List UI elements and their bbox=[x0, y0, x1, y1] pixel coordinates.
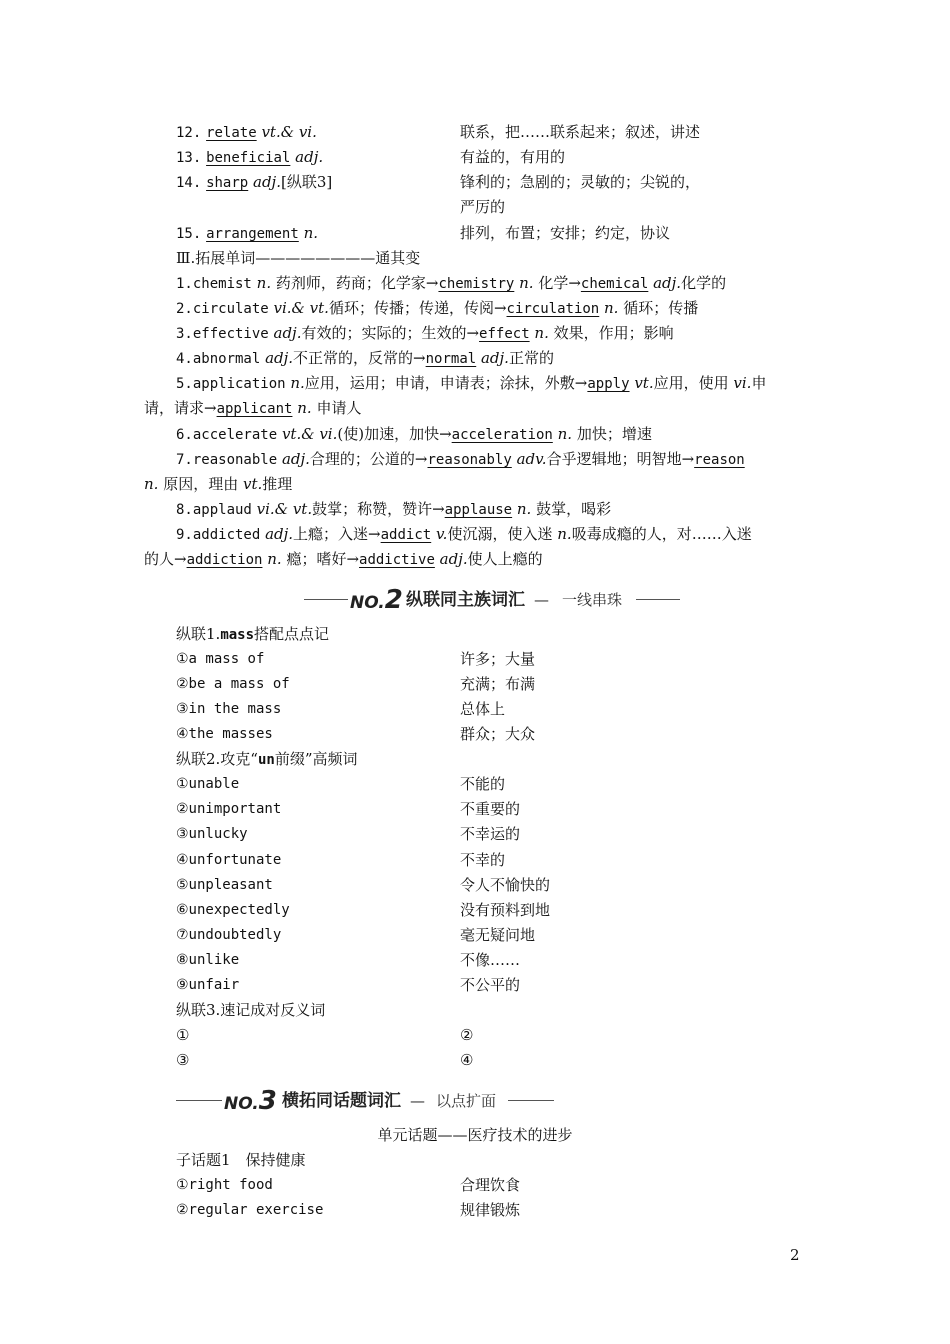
derived-word-answer: acceleration bbox=[451, 427, 553, 443]
word-row bbox=[0, 120, 950, 145]
word-answer: sharp bbox=[206, 175, 249, 191]
derivation-item bbox=[0, 522, 950, 547]
word-answer: arrangement bbox=[206, 226, 299, 242]
part-of-speech: vi. bbox=[733, 374, 752, 392]
heading-dash: — bbox=[410, 1092, 425, 1110]
part-of-speech: n. bbox=[604, 299, 619, 317]
meaning: 化学→ bbox=[538, 274, 581, 292]
group-title bbox=[0, 622, 950, 647]
part-of-speech: n. bbox=[557, 525, 572, 543]
meaning: 有效的；实际的；生效的→ bbox=[301, 324, 480, 342]
heading-rule bbox=[636, 599, 680, 600]
derivation-item bbox=[0, 271, 950, 296]
phrase-cn: 没有预料到地 bbox=[460, 901, 551, 919]
part-of-speech: adj. bbox=[439, 550, 468, 568]
part-of-speech: adj. bbox=[480, 349, 509, 367]
derivation-item bbox=[0, 346, 950, 371]
part-of-speech: n. bbox=[297, 399, 312, 417]
meaning: 的人→ bbox=[144, 550, 187, 568]
part-of-speech: n. bbox=[303, 224, 319, 242]
phrase-en: ①a mass of bbox=[176, 651, 265, 667]
word-row bbox=[0, 221, 950, 246]
word-row bbox=[0, 170, 950, 195]
derivation-item-continuation bbox=[0, 472, 950, 497]
phrase-cn: 不能的 bbox=[460, 775, 506, 793]
heading-number bbox=[224, 1086, 277, 1119]
section-heading-no2 bbox=[0, 585, 950, 615]
phrase-cn: 合理饮食 bbox=[460, 1176, 521, 1194]
part-of-speech: n. bbox=[267, 550, 282, 568]
item-number: 6. bbox=[176, 427, 193, 443]
part-of-speech: vt. bbox=[243, 475, 263, 493]
group-title-suffix: 前缀”高频词 bbox=[274, 750, 358, 768]
derived-word-answer: normal bbox=[425, 351, 477, 367]
phrase-row bbox=[0, 722, 950, 747]
group-title-word: mass bbox=[220, 627, 255, 643]
phrase-row bbox=[0, 697, 950, 722]
derivation-item-continuation bbox=[0, 547, 950, 572]
base-word: abnormal bbox=[192, 351, 261, 367]
phrase-row bbox=[0, 1173, 950, 1198]
word-number: 13. bbox=[176, 150, 202, 166]
phrase-en: ②unimportant bbox=[176, 801, 282, 817]
phrase-en: ⑥unexpectedly bbox=[176, 902, 290, 918]
blank-marker: ③ bbox=[176, 1051, 190, 1069]
derived-word-answer: chemical bbox=[580, 276, 649, 292]
part-of-speech: vi.& vt. bbox=[256, 500, 313, 518]
group-title bbox=[0, 747, 950, 772]
phrase-en: ①unable bbox=[176, 776, 240, 792]
word-row-continuation bbox=[0, 195, 950, 220]
meaning: 加快；增速 bbox=[576, 425, 652, 443]
item-number: 1. bbox=[176, 276, 193, 292]
derivation-item bbox=[0, 296, 950, 321]
meaning: 不正常的，反常的→ bbox=[293, 349, 426, 367]
subtopic-title-text: 子话题1 保持健康 bbox=[176, 1151, 306, 1169]
meaning: 应用，使用 bbox=[653, 374, 729, 392]
phrase-en: ⑧unlike bbox=[176, 952, 240, 968]
phrase-row bbox=[0, 948, 950, 973]
meaning: 鼓掌，喝彩 bbox=[536, 500, 612, 518]
phrase-en: ①right food bbox=[176, 1177, 273, 1193]
part-of-speech: adj. bbox=[295, 148, 324, 166]
phrase-cn: 令人不愉快的 bbox=[460, 876, 551, 894]
phrase-cn: 群众；大众 bbox=[460, 725, 536, 743]
part-of-speech: n. bbox=[144, 475, 159, 493]
phrase-cn: 许多；大量 bbox=[460, 650, 536, 668]
base-word: effective bbox=[192, 326, 269, 342]
meaning: 应用，运用；申请，申请表；涂抹，外敷→ bbox=[304, 374, 588, 392]
phrase-en: ②regular exercise bbox=[176, 1202, 324, 1218]
meaning: 吸毒成瘾的人，对……入迷 bbox=[571, 525, 752, 543]
word-meaning: 联系，把……联系起来；叙述，讲述 bbox=[460, 123, 701, 141]
meaning: 鼓掌；称赞，赞许→ bbox=[312, 500, 445, 518]
base-word: accelerate bbox=[192, 427, 278, 443]
meaning: 循环；传播 bbox=[623, 299, 699, 317]
derivation-item bbox=[0, 321, 950, 346]
section-heading-no3 bbox=[0, 1086, 950, 1116]
derivation-item-continuation bbox=[0, 396, 950, 421]
phrase-en: ⑨unfair bbox=[176, 977, 240, 993]
derived-word-answer: apply bbox=[587, 376, 630, 392]
group-title bbox=[0, 998, 950, 1023]
phrase-row bbox=[0, 1198, 950, 1223]
phrase-en: ③unlucky bbox=[176, 826, 248, 842]
derivation-item bbox=[0, 447, 950, 472]
phrase-row bbox=[0, 898, 950, 923]
phrase-row bbox=[0, 672, 950, 697]
word-meaning: 排列，布置；安排；约定，协议 bbox=[460, 224, 671, 242]
antonym-row bbox=[0, 1023, 950, 1048]
heading-title: 纵联同主族词汇 bbox=[406, 590, 525, 610]
derivation-item bbox=[0, 422, 950, 447]
derived-word-answer: applicant bbox=[216, 401, 293, 417]
heading-dash: — bbox=[534, 591, 549, 609]
word-meaning: 锋利的；急剧的；灵敏的；尖锐的， bbox=[460, 173, 701, 191]
item-number: 4. bbox=[176, 351, 193, 367]
blank-marker: ④ bbox=[460, 1051, 474, 1069]
meaning: 化学的 bbox=[681, 274, 727, 292]
meaning: 原因，理由 bbox=[163, 475, 239, 493]
meaning: 效果，作用；影响 bbox=[553, 324, 674, 342]
item-number: 8. bbox=[176, 502, 193, 518]
derived-word-answer: effect bbox=[479, 326, 530, 342]
word-meaning: 有益的，有用的 bbox=[460, 148, 566, 166]
part-of-speech: vt.& vi. bbox=[261, 123, 317, 141]
heading-number bbox=[350, 585, 403, 618]
word-number: 14. bbox=[176, 175, 202, 191]
phrase-cn: 不重要的 bbox=[460, 800, 521, 818]
meaning: 申请人 bbox=[316, 399, 362, 417]
part-of-speech: adj. bbox=[265, 525, 294, 543]
derived-word-answer: addictive bbox=[359, 552, 435, 568]
base-word: reasonable bbox=[192, 452, 278, 468]
phrase-cn: 不幸的 bbox=[460, 851, 506, 869]
derivation-item bbox=[0, 371, 950, 396]
phrase-en: ②be a mass of bbox=[176, 676, 290, 692]
meaning: 请，请求→ bbox=[144, 399, 217, 417]
blank-marker: ① bbox=[176, 1026, 190, 1044]
phrase-row bbox=[0, 822, 950, 847]
heading-no-label: NO. bbox=[350, 593, 385, 613]
derivation-item bbox=[0, 497, 950, 522]
meaning: 药剂师，药商；化学家→ bbox=[275, 274, 439, 292]
derived-word-answer: chemistry bbox=[438, 276, 515, 292]
part-of-speech: adj. bbox=[653, 274, 682, 292]
heading-rule bbox=[304, 599, 348, 600]
phrase-cn: 不幸运的 bbox=[460, 825, 521, 843]
part-of-speech: n. bbox=[557, 425, 573, 443]
part-of-speech: vi.& vt. bbox=[273, 299, 329, 317]
heading-no-label: NO. bbox=[224, 1094, 259, 1114]
phrase-row bbox=[0, 797, 950, 822]
heading-rule bbox=[508, 1100, 554, 1101]
derived-word-answer: addiction bbox=[186, 552, 263, 568]
phrase-row bbox=[0, 973, 950, 998]
phrase-cn: 不公平的 bbox=[460, 976, 521, 994]
meaning: 合理的；公道的→ bbox=[309, 450, 428, 468]
phrase-en: ④unfortunate bbox=[176, 852, 282, 868]
phrase-cn: 总体上 bbox=[460, 700, 506, 718]
phrase-row bbox=[0, 848, 950, 873]
group-title-suffix: 搭配点点记 bbox=[254, 625, 330, 643]
phrase-cn: 毫无疑问地 bbox=[460, 926, 536, 944]
subtopic-title bbox=[0, 1148, 950, 1173]
base-word: applaud bbox=[192, 502, 252, 518]
group-title-word: un bbox=[257, 752, 275, 768]
meaning: 使人上瘾的 bbox=[467, 550, 543, 568]
part-of-speech: adv. bbox=[516, 450, 547, 468]
part-of-speech: adj. bbox=[253, 173, 281, 191]
meaning: 合乎逻辑地；明智地→ bbox=[546, 450, 695, 468]
base-word: addicted bbox=[192, 527, 261, 543]
meaning: 推理 bbox=[262, 475, 293, 493]
phrase-cn: 充满；布满 bbox=[460, 675, 536, 693]
phrase-en: ⑦undoubtedly bbox=[176, 927, 282, 943]
meaning: 瘾；嗜好→ bbox=[286, 550, 360, 568]
derived-word-answer: applause bbox=[444, 502, 513, 518]
phrase-cn: 不像…… bbox=[460, 951, 521, 969]
topic-title: 单元话题——医疗技术的进步 bbox=[377, 1126, 573, 1144]
meaning: 上瘾；入迷→ bbox=[293, 525, 381, 543]
phrase-row bbox=[0, 873, 950, 898]
heading-no-digit: 2 bbox=[384, 585, 403, 615]
part-of-speech: n. bbox=[519, 274, 534, 292]
item-number: 7. bbox=[176, 452, 193, 468]
word-answer: beneficial bbox=[206, 150, 291, 166]
group-title-text: 纵联3.速记成对反义词 bbox=[176, 1001, 326, 1019]
phrase-row bbox=[0, 772, 950, 797]
phrase-row bbox=[0, 923, 950, 948]
derived-word-answer: circulation bbox=[506, 301, 600, 317]
heading-no-digit: 3 bbox=[258, 1086, 277, 1116]
base-word: application bbox=[192, 376, 286, 392]
part-of-speech: v. bbox=[435, 525, 448, 543]
base-word: chemist bbox=[192, 276, 252, 292]
part-of-speech: adj. bbox=[265, 349, 294, 367]
derived-word-answer: addict bbox=[380, 527, 432, 543]
part-of-speech: n. bbox=[290, 374, 305, 392]
antonym-row bbox=[0, 1048, 950, 1073]
derived-word-answer: reason bbox=[694, 452, 745, 468]
meaning: (使)加速，加快→ bbox=[337, 425, 452, 443]
heading-rule bbox=[176, 1100, 222, 1101]
part-of-speech: vt.& vi. bbox=[281, 425, 338, 443]
cross-reference: [纵联3] bbox=[280, 173, 333, 191]
heading-title: 横拓同话题词汇 bbox=[282, 1091, 401, 1111]
item-number: 2. bbox=[176, 301, 193, 317]
meaning: 正常的 bbox=[508, 349, 554, 367]
derived-word-answer: reasonably bbox=[427, 452, 512, 468]
phrase-en: ④the masses bbox=[176, 726, 273, 742]
word-number: 12. bbox=[176, 125, 202, 141]
word-number: 15. bbox=[176, 226, 202, 242]
item-number: 9. bbox=[176, 527, 193, 543]
word-meaning: 严厉的 bbox=[460, 198, 506, 216]
meaning: 循环；传播；传递，传阅→ bbox=[328, 299, 507, 317]
word-row bbox=[0, 145, 950, 170]
meaning: 使沉溺，使入迷 bbox=[447, 525, 553, 543]
group-title-prefix: 纵联1. bbox=[176, 625, 221, 643]
phrase-en: ③in the mass bbox=[176, 701, 282, 717]
part-of-speech: n. bbox=[256, 274, 272, 292]
item-number: 3. bbox=[176, 326, 193, 342]
phrase-row bbox=[0, 647, 950, 672]
heading-subtitle: 以点扩面 bbox=[436, 1092, 497, 1110]
part-of-speech: n. bbox=[534, 324, 549, 342]
part-of-speech: adj. bbox=[273, 324, 302, 342]
page-number: 2 bbox=[790, 1246, 800, 1264]
heading-subtitle: 一线串珠 bbox=[562, 591, 623, 609]
part-of-speech: n. bbox=[516, 500, 532, 518]
section-title-text: Ⅲ.拓展单词————————通其变 bbox=[176, 249, 421, 267]
part-of-speech: adj. bbox=[281, 450, 310, 468]
phrase-cn: 规律锻炼 bbox=[460, 1201, 521, 1219]
section-title bbox=[0, 246, 950, 271]
group-title-prefix: 纵联2.攻克“ bbox=[176, 750, 258, 768]
meaning: 申 bbox=[751, 374, 767, 392]
phrase-en: ⑤unpleasant bbox=[176, 877, 273, 893]
item-number: 5. bbox=[176, 376, 193, 392]
base-word: circulate bbox=[192, 301, 269, 317]
word-answer: relate bbox=[206, 125, 257, 141]
blank-marker: ② bbox=[460, 1026, 474, 1044]
part-of-speech: vt. bbox=[634, 374, 654, 392]
